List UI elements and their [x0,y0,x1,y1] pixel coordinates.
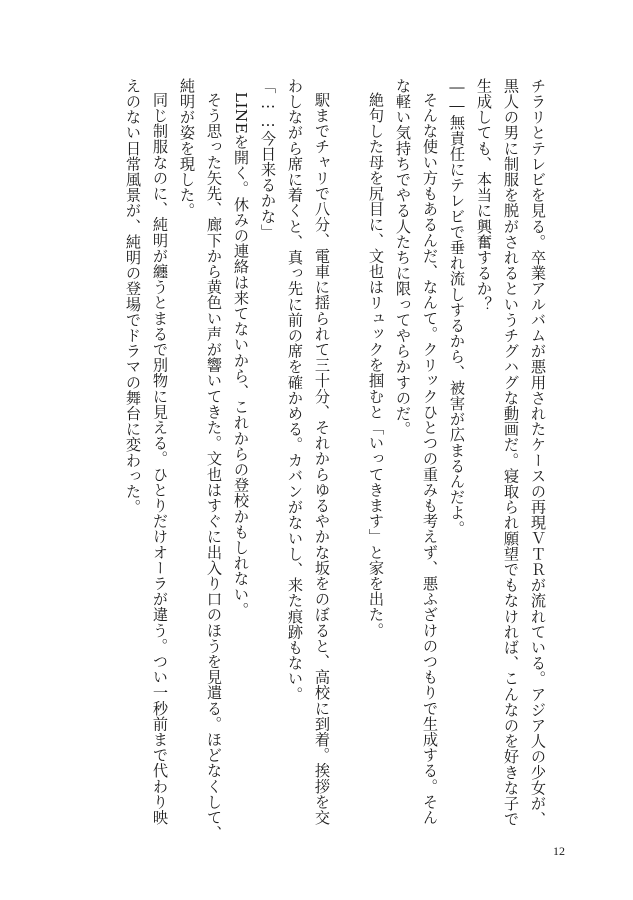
page-number: 12 [553,844,565,858]
text-line: そう思った矢先、廊下から黄色い声が響いてきた。文也はすぐに出入り口のほうを見遣る。ほどなくして、 [205,92,223,841]
text-line: 駅までチャリで八分、電車に揺られて三十分、それからゆるやかな坂をのぼると、高校に到着。挨拶を交 [313,92,331,826]
text-line: 絶句した母を尻目に、文也はリュックを掴むと「いってきます」と家を出た。 [367,92,385,638]
text-line: LINEを開く。休みの連絡は来てないから、これからの登校かもしれない。 [232,92,250,618]
text-line: 純明が姿を現した。 [178,78,196,219]
text-line: ――無責任にテレビで垂れ流しするから、被害が広まるんだよ。 [448,78,466,536]
text-line: な軽い気持ちでやる人たちに限ってやらかすのだ。 [394,78,412,437]
text-line: 黒人の男に制服を脱がされるというチグハグな動画だ。寝取られ願望でもなければ、こんなのを好きな子で [502,78,520,827]
text-line: チラリとテレビを見る。卒業アルバムが悪用されたケースの再現ＶＴＲが流れている。アジア人の少女が、 [529,78,547,827]
text-line: えのない日常風景が、純明の登場でドラマの舞台に変わった。 [124,78,142,515]
text-line: 「……今日来るかな」 [259,78,277,240]
text-line: わしながら席に着くと、真っ先に前の席を確かめる。カバンがないし、来た痕跡もない。 [286,78,304,702]
text-line: 生成しても、本当に興奮するか？ [475,78,493,312]
text-line: そんな使い方もあるんだ、なんて。クリックひとつの重みも考えず、悪ふざけのつもりで生成する。そん [421,92,439,826]
text-line: 同じ制服なのに、純明が纏うとまるで別物に見える。ひとりだけオーラが違う。つい一秒前まで代わり映 [151,92,169,826]
